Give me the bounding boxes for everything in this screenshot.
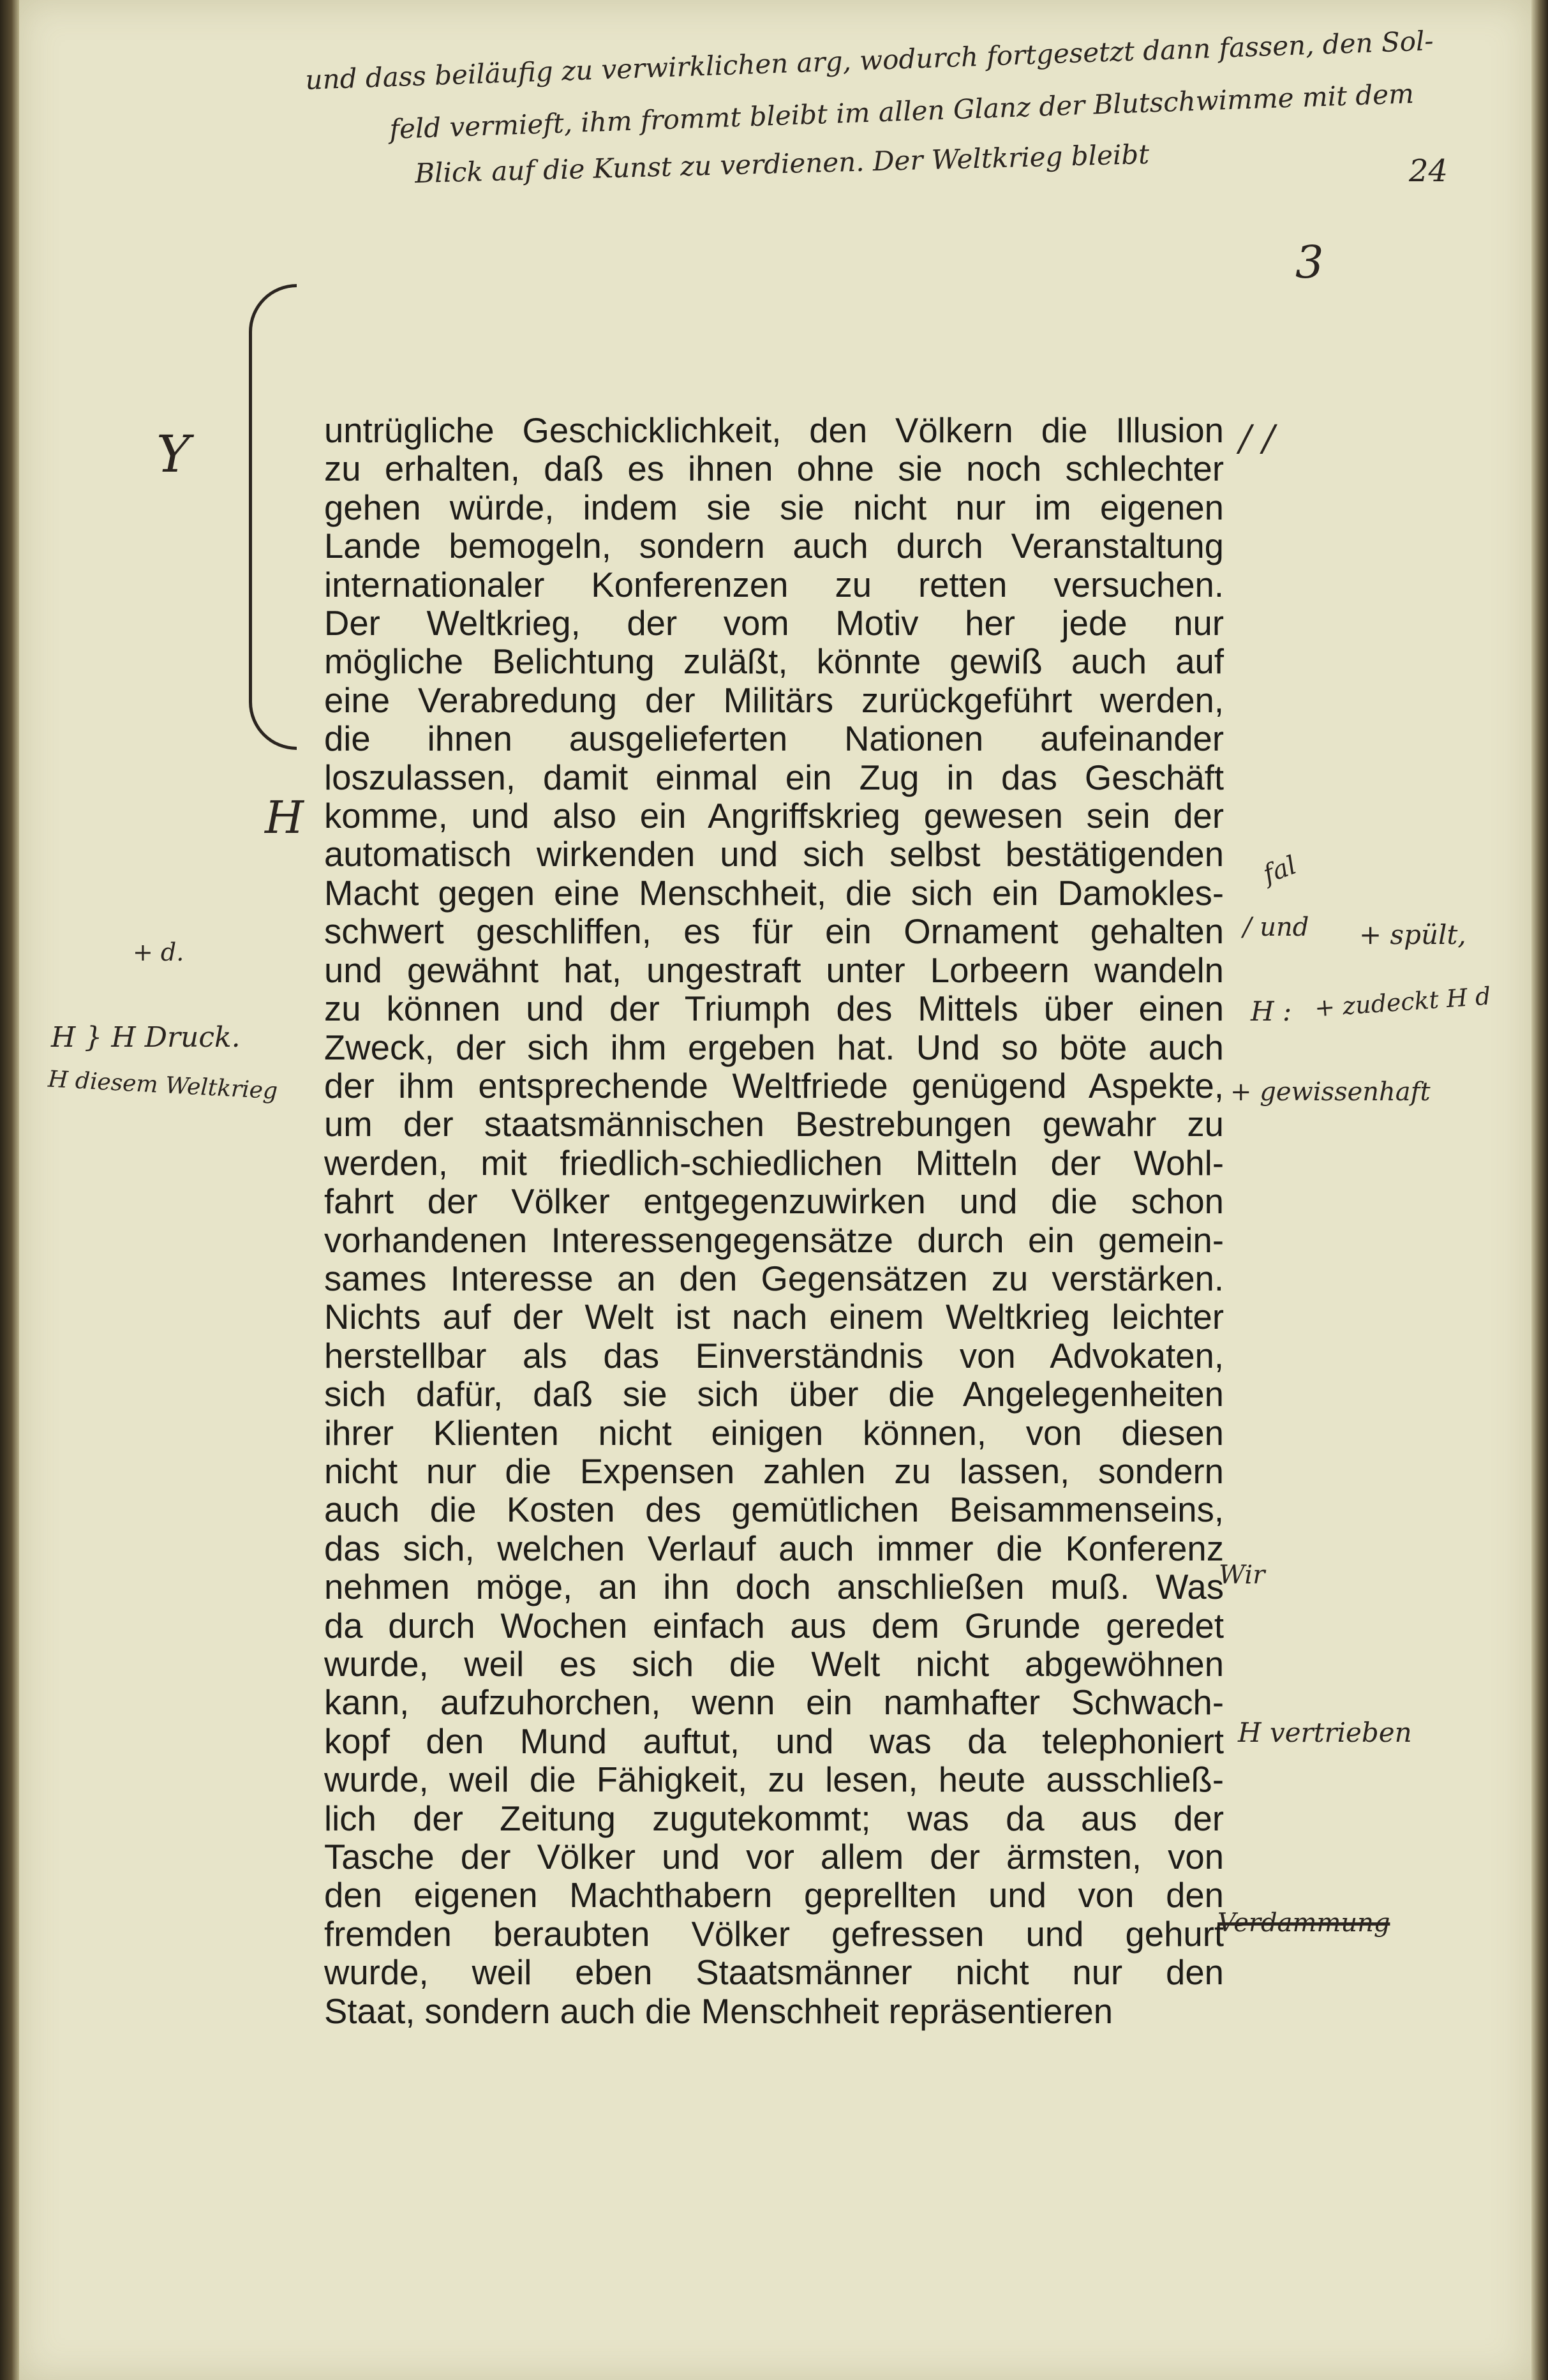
margin-note-right-7: + gewissenhaft — [1230, 1077, 1431, 1107]
text-line: schwert geschliffen, es für ein Ornament gehalten — [324, 912, 1224, 952]
margin-note-right-5: H : — [1251, 996, 1292, 1027]
handwritten-note-line-3: Blick auf die Kunst zu verdienen. Der Weltkrieg bleibt — [414, 138, 1150, 190]
manuscript-page — [19, 0, 1531, 2380]
text-line: das sich, welchen Verlauf auch immer die Konferenz — [324, 1529, 1224, 1568]
margin-note-left-2: H — [265, 791, 304, 844]
text-line: wurde, weil eben Staatsmänner nicht nur den — [324, 1953, 1224, 1993]
page-right-edge — [1531, 0, 1548, 2380]
text-line: mögliche Belichtung zuläßt, könnte gewiß auch auf — [324, 642, 1224, 682]
margin-note-right-2: fal — [1259, 850, 1300, 890]
text-line: Staat, sondern auch die Menschheit repräsentieren — [324, 1991, 1113, 2031]
text-line: da durch Wochen einfach aus dem Grunde geredet — [324, 1606, 1224, 1645]
text-line: um der staatsmännischen Bestrebungen gewahr zu — [324, 1105, 1224, 1144]
text-line: nehmen möge, an ihn doch anschließen muß. Was — [324, 1568, 1224, 1607]
text-line: fremden beraubten Völker gefressen und gehurt — [324, 1914, 1224, 1954]
text-line: internationaler Konferenzen zu retten versuchen. — [324, 565, 1224, 604]
margin-note-left-3: + d. — [133, 938, 184, 966]
corner-mark: 3 — [1295, 236, 1324, 288]
margin-note-left-5: H diesem Weltkrieg — [47, 1066, 279, 1105]
text-line: fahrt der Völker entgegenzuwirken und die schon — [324, 1182, 1224, 1222]
page-number: 24 — [1409, 153, 1448, 189]
text-line: herstellbar als das Einverständnis von Advokaten, — [324, 1336, 1224, 1375]
margin-note-right-1: / / — [1239, 418, 1275, 460]
margin-note-right-6: + zudeckt H d — [1313, 982, 1492, 1022]
margin-note-left-4: H } H Druck. — [51, 1021, 241, 1054]
text-line: nicht nur die Expensen zahlen zu lassen, sondern — [324, 1451, 1224, 1491]
body-text — [324, 412, 1224, 2031]
text-line: wurde, weil es sich die Welt nicht abgewöhnen — [324, 1645, 1224, 1684]
text-line: und gewähnt hat, ungestraft unter Lorbeern wandeln — [324, 950, 1224, 990]
text-line: sames Interesse an den Gegensätzen zu verstärken. — [324, 1259, 1224, 1298]
text-line: auch die Kosten des gemütlichen Beisammenseins, — [324, 1490, 1224, 1530]
text-line: kopf den Mund auftut, und was da telephoniert — [324, 1721, 1224, 1761]
text-line: vorhandenen Interessengegensätze durch ein gemein- — [324, 1220, 1224, 1260]
page-left-edge — [0, 0, 19, 2380]
text-line: der ihm entsprechende Weltfriede genügend Aspekte, — [324, 1066, 1224, 1105]
margin-note-right-3: / und — [1243, 913, 1309, 942]
margin-note-right-4: + spült, — [1359, 919, 1466, 950]
text-line: Tasche der Völker und vor allem der ärmsten, von — [324, 1837, 1224, 1877]
text-line: Macht gegen eine Menschheit, die sich ein Damokles- — [324, 873, 1224, 913]
text-line: wurde, weil die Fähigkeit, zu lesen, heute ausschließ- — [324, 1760, 1224, 1800]
handwritten-note-line-2: feld vermieft, ihm frommt bleibt im allen Glanz der Blutschwimme mit dem — [389, 77, 1415, 146]
handwritten-note-line-1: und dass beiläufig zu verwirklichen arg, wodurch fortgesetzt dann fassen, den Sol- — [304, 25, 1434, 96]
text-line: zu können und der Triumph des Mittels über einen — [324, 989, 1224, 1029]
text-line: untrügliche Geschicklichkeit, den Völkern die Illusion — [324, 411, 1224, 450]
margin-note-right-10: Verdammung — [1217, 1908, 1390, 1938]
text-line: Nichts auf der Welt ist nach einem Weltkrieg leichter — [324, 1298, 1224, 1337]
text-line: gehen würde, indem sie sie nicht nur im eigenen — [324, 488, 1224, 527]
text-line: ihrer Klienten nicht einigen können, von diesen — [324, 1413, 1224, 1453]
margin-note-right-8: Wir — [1219, 1560, 1265, 1590]
text-line: die ihnen ausgelieferten Nationen aufeinander — [324, 719, 1224, 759]
text-line: komme, und also ein Angriffskrieg gewesen sein der — [324, 797, 1224, 836]
text-line: den eigenen Machthabern geprellten und von den — [324, 1876, 1224, 1915]
text-line: Der Weltkrieg, der vom Motiv her jede nur — [324, 604, 1224, 643]
text-line: loszulassen, damit einmal ein Zug in das Geschäft — [324, 758, 1224, 797]
text-line: Zweck, der sich ihm ergeben hat. Und so böte auch — [324, 1028, 1224, 1067]
text-line: lich der Zeitung zugutekommt; was da aus der — [324, 1799, 1224, 1838]
margin-note-right-9: H vertrieben — [1238, 1717, 1412, 1748]
text-line: automatisch wirkenden und sich selbst bestätigenden — [324, 835, 1224, 874]
text-line: werden, mit friedlich-schiedlichen Mitteln der Wohl- — [324, 1143, 1224, 1183]
margin-bracket — [249, 284, 297, 750]
margin-note-left-1: Y — [156, 424, 190, 484]
text-line: eine Verabredung der Militärs zurückgeführt werden, — [324, 680, 1224, 720]
text-line: zu erhalten, daß es ihnen ohne sie noch schlechter — [324, 449, 1224, 489]
text-line: sich dafür, daß sie sich über die Angelegenheiten — [324, 1375, 1224, 1414]
text-line: kann, aufzuhorchen, wenn ein namhafter Schwach- — [324, 1683, 1224, 1723]
text-line: Lande bemogeln, sondern auch durch Veranstaltung — [324, 527, 1224, 566]
